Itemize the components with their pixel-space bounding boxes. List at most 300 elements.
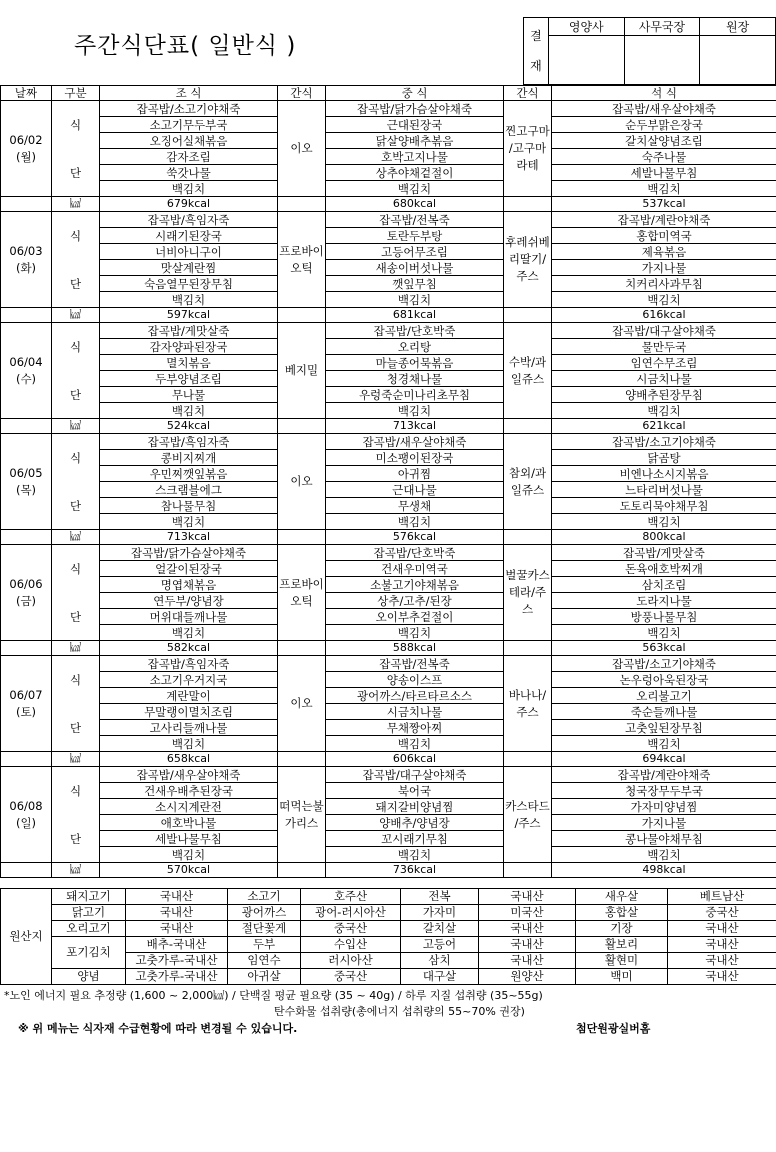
origin-country: 국내산 [479, 921, 576, 937]
snack-kcal-empty [504, 752, 552, 767]
lunch-item: 양배추/양념장 [326, 815, 504, 831]
dinner-item: 죽순들깨나물 [552, 704, 776, 720]
dinner-item: 치커리사과무침 [552, 276, 776, 292]
dinner-kcal: 800kcal [552, 530, 776, 545]
dinner-kcal: 498kcal [552, 863, 776, 878]
dinner-item: 홍합미역국 [552, 228, 776, 244]
category-label-top: 식 [52, 672, 100, 688]
category-cell [52, 244, 100, 260]
origin-item: 아귀살 [228, 969, 301, 985]
date-text: 06/02 [9, 132, 43, 147]
breakfast-item: 소고기우거지국 [100, 672, 278, 688]
lunch-item: 백김치 [326, 181, 504, 197]
category-cell [52, 292, 100, 308]
header-date: 날짜 [1, 86, 52, 101]
category-cell [52, 625, 100, 641]
approval-sign-box [700, 36, 776, 85]
lunch-item: 토란두부탕 [326, 228, 504, 244]
breakfast-item: 백김치 [100, 736, 278, 752]
breakfast-kcal: 597kcal [100, 308, 278, 323]
dinner-item: 돈육애호박찌개 [552, 561, 776, 577]
snack-cell: 이오 [278, 101, 326, 197]
approval-sign-box [624, 36, 700, 85]
dinner-item: 도라지나물 [552, 593, 776, 609]
breakfast-item: 무말랭이멸치조림 [100, 704, 278, 720]
origin-row [1, 937, 776, 953]
dinner-item: 잡곡밥/계란야채죽 [552, 767, 776, 783]
origin-country: 배추-국내산 [126, 937, 228, 953]
snack-cell: 이오 [278, 656, 326, 752]
menu-row [1, 720, 776, 736]
snack-kcal-empty [504, 863, 552, 878]
weekday-text: (화) [15, 260, 37, 275]
breakfast-item: 잡곡밥/닭가슴살야채죽 [100, 545, 278, 561]
snack2-cell: 카스타드 /주스 [504, 767, 552, 863]
origin-country: 국내산 [668, 921, 776, 937]
origin-item: 오리고기 [52, 921, 126, 937]
approval-sign-box [548, 36, 624, 85]
origin-country: 국내산 [126, 921, 228, 937]
breakfast-item: 멸치볶음 [100, 355, 278, 371]
origin-item: 닭고기 [52, 905, 126, 921]
dinner-item: 오리불고기 [552, 688, 776, 704]
category-cell [52, 466, 100, 482]
kcal-label: ㎉ [52, 752, 100, 767]
lunch-kcal: 713kcal [326, 419, 504, 434]
snack-kcal-empty [278, 752, 326, 767]
breakfast-item: 감자양파된장국 [100, 339, 278, 355]
origin-row [1, 969, 776, 985]
category-cell [52, 847, 100, 863]
menu-row [1, 656, 776, 672]
weekday-text: (일) [15, 815, 37, 830]
origin-item: 임연수 [228, 953, 301, 969]
origin-country: 수입산 [301, 937, 401, 953]
menu-row [1, 387, 776, 403]
origin-row [1, 921, 776, 937]
organization-name: 첨단원광실버홈 [576, 1022, 651, 1035]
origin-item: 갈치살 [401, 921, 479, 937]
category-label-top: 식 [52, 339, 100, 355]
origin-country: 국내산 [479, 953, 576, 969]
snack2-cell: 찐고구마 /고구마 라테 [504, 101, 552, 197]
menu-row [1, 165, 776, 181]
snack-kcal-empty [504, 530, 552, 545]
category-label-bottom: 단 [52, 165, 100, 181]
origin-item: 새우살 [576, 889, 668, 905]
origin-country: 국내산 [479, 937, 576, 953]
menu-row [1, 688, 776, 704]
snack2-cell: 바나나/ 주스 [504, 656, 552, 752]
menu-row [1, 434, 776, 450]
breakfast-item: 두부양념조림 [100, 371, 278, 387]
dinner-item: 도토리묵야채무침 [552, 498, 776, 514]
snack2-cell: 참외/과 일쥬스 [504, 434, 552, 530]
origin-item: 절단꽃게 [228, 921, 301, 937]
lunch-item: 잡곡밥/단호박죽 [326, 545, 504, 561]
menu-row [1, 133, 776, 149]
lunch-item: 백김치 [326, 625, 504, 641]
menu-row [1, 355, 776, 371]
category-cell [52, 403, 100, 419]
lunch-item: 백김치 [326, 403, 504, 419]
category-label-bottom: 단 [52, 831, 100, 847]
category-cell [52, 355, 100, 371]
category-cell [52, 688, 100, 704]
origin-row [1, 889, 776, 905]
breakfast-item: 얼갈이된장국 [100, 561, 278, 577]
dinner-item: 잡곡밥/대구살야채죽 [552, 323, 776, 339]
date-cell [1, 101, 52, 197]
kcal-label: ㎉ [52, 863, 100, 878]
kcal-row [1, 752, 776, 767]
breakfast-item: 세발나물무침 [100, 831, 278, 847]
menu-row [1, 847, 776, 863]
lunch-kcal: 576kcal [326, 530, 504, 545]
menu-row [1, 466, 776, 482]
menu-row [1, 593, 776, 609]
date-cell-empty [1, 752, 52, 767]
breakfast-item: 감자조림 [100, 149, 278, 165]
origin-item: 소고기 [228, 889, 301, 905]
menu-table [0, 85, 776, 878]
breakfast-item: 소고기무두부국 [100, 117, 278, 133]
breakfast-item: 잡곡밥/흑임자죽 [100, 434, 278, 450]
origin-item: 가자미 [401, 905, 479, 921]
breakfast-item: 백김치 [100, 625, 278, 641]
breakfast-item: 머위대들깨나물 [100, 609, 278, 625]
snack-cell: 이오 [278, 434, 326, 530]
weekday-text: (금) [15, 593, 37, 608]
date-cell [1, 212, 52, 308]
date-cell-empty [1, 863, 52, 878]
weekday-text: (수) [15, 371, 37, 386]
category-label-top: 식 [52, 117, 100, 133]
lunch-kcal: 606kcal [326, 752, 504, 767]
dinner-item: 제육볶음 [552, 244, 776, 260]
kcal-row [1, 863, 776, 878]
lunch-item: 북어국 [326, 783, 504, 799]
lunch-kcal: 588kcal [326, 641, 504, 656]
dinner-kcal: 537kcal [552, 197, 776, 212]
origin-item: 기장 [576, 921, 668, 937]
lunch-item: 아귀찜 [326, 466, 504, 482]
origin-country: 베트남산 [668, 889, 776, 905]
category-cell [52, 482, 100, 498]
origin-item: 활보리 [576, 937, 668, 953]
date-cell [1, 545, 52, 641]
dinner-item: 백김치 [552, 625, 776, 641]
menu-row [1, 545, 776, 561]
breakfast-item: 너비아니구이 [100, 244, 278, 260]
lunch-item: 잡곡밥/대구살야채죽 [326, 767, 504, 783]
origin-country: 국내산 [668, 969, 776, 985]
snack2-cell: 벌꿀카스 테라/주 스 [504, 545, 552, 641]
category-cell [52, 704, 100, 720]
category-label-bottom: 단 [52, 720, 100, 736]
snack-kcal-empty [278, 530, 326, 545]
origin-country: 미국산 [479, 905, 576, 921]
carb-note: 탄수화물 섭취량(총에너지 섭취량의 55~70% 권장) [274, 1005, 525, 1018]
approval-box [523, 17, 776, 85]
lunch-item: 백김치 [326, 514, 504, 530]
menu-row [1, 783, 776, 799]
lunch-item: 우렁죽순미나리초무침 [326, 387, 504, 403]
menu-row [1, 609, 776, 625]
dinner-item: 방풍나물무침 [552, 609, 776, 625]
category-label-bottom: 단 [52, 498, 100, 514]
approval-label [524, 18, 549, 85]
dinner-item: 백김치 [552, 403, 776, 419]
breakfast-kcal: 679kcal [100, 197, 278, 212]
menu-row [1, 117, 776, 133]
origin-item: 대구살 [401, 969, 479, 985]
kcal-row [1, 197, 776, 212]
origin-item: 삼치 [401, 953, 479, 969]
category-label-top: 식 [52, 228, 100, 244]
breakfast-item: 건새우배추된장국 [100, 783, 278, 799]
origin-country: 고춧가루-국내산 [126, 953, 228, 969]
lunch-kcal: 736kcal [326, 863, 504, 878]
date-cell-empty [1, 308, 52, 323]
category-cell [52, 799, 100, 815]
date-text: 06/08 [9, 798, 43, 813]
lunch-item: 미소팽이된장국 [326, 450, 504, 466]
origin-item: 백미 [576, 969, 668, 985]
dinner-item: 숙주나물 [552, 149, 776, 165]
lunch-kcal: 681kcal [326, 308, 504, 323]
breakfast-item: 잡곡밥/새우살야채죽 [100, 767, 278, 783]
lunch-kcal: 680kcal [326, 197, 504, 212]
snack2-cell: 수박/과 일쥬스 [504, 323, 552, 419]
menu-row [1, 260, 776, 276]
breakfast-kcal: 582kcal [100, 641, 278, 656]
lunch-item: 닭살양배추볶음 [326, 133, 504, 149]
lunch-item: 돼지갈비양념찜 [326, 799, 504, 815]
dinner-item: 잡곡밥/계란야채죽 [552, 212, 776, 228]
breakfast-kcal: 658kcal [100, 752, 278, 767]
origin-country: 고춧가루-국내산 [126, 969, 228, 985]
category-cell [52, 514, 100, 530]
dinner-item: 잡곡밥/소고기야채죽 [552, 656, 776, 672]
menu-row [1, 672, 776, 688]
weekday-text: (목) [15, 482, 37, 497]
lunch-item: 잡곡밥/전복죽 [326, 212, 504, 228]
breakfast-item: 스크램블에그 [100, 482, 278, 498]
dinner-item: 물만두국 [552, 339, 776, 355]
date-cell [1, 434, 52, 530]
dinner-kcal: 563kcal [552, 641, 776, 656]
breakfast-item: 고사리들깨나물 [100, 720, 278, 736]
breakfast-item: 오징어실채볶음 [100, 133, 278, 149]
dinner-item: 잡곡밥/소고기야채죽 [552, 434, 776, 450]
lunch-item: 잡곡밥/전복죽 [326, 656, 504, 672]
snack-kcal-empty [504, 419, 552, 434]
dinner-item: 닭곰탕 [552, 450, 776, 466]
origin-item: 포기김치 [52, 937, 126, 969]
header-lunch: 중 식 [326, 86, 504, 101]
breakfast-item: 명엽채볶음 [100, 577, 278, 593]
lunch-item: 깻잎무침 [326, 276, 504, 292]
category-cell [52, 260, 100, 276]
origin-country: 국내산 [126, 889, 228, 905]
category-cell [52, 656, 100, 672]
origin-item: 양념 [52, 969, 126, 985]
approval-role: 영양사 [548, 18, 624, 36]
menu-row [1, 498, 776, 514]
breakfast-item: 우민찌깻잎볶음 [100, 466, 278, 482]
menu-row [1, 561, 776, 577]
page-title: 주간식단표( 일반식 ) [74, 33, 297, 59]
menu-row [1, 339, 776, 355]
lunch-item: 양송이스프 [326, 672, 504, 688]
lunch-item: 청경채나물 [326, 371, 504, 387]
date-text: 06/04 [9, 354, 43, 369]
origin-country: 원양산 [479, 969, 576, 985]
origin-table [0, 888, 776, 985]
menu-row [1, 767, 776, 783]
category-cell [52, 323, 100, 339]
menu-row [1, 371, 776, 387]
origin-country: 중국산 [301, 969, 401, 985]
lunch-item: 고등어무조림 [326, 244, 504, 260]
change-notice: ※ 위 메뉴는 식자재 수급현황에 따라 변경될 수 있습니다. [18, 1022, 298, 1035]
category-cell [52, 767, 100, 783]
menu-row [1, 228, 776, 244]
menu-header-row [1, 86, 776, 101]
dinner-item: 가지나물 [552, 815, 776, 831]
breakfast-item: 쑥갓나물 [100, 165, 278, 181]
date-cell-empty [1, 641, 52, 656]
dinner-item: 임연수무조림 [552, 355, 776, 371]
kcal-row [1, 641, 776, 656]
approval-label-2: 재 [530, 59, 542, 73]
snack-kcal-empty [504, 197, 552, 212]
lunch-item: 무채짱아찌 [326, 720, 504, 736]
breakfast-item: 백김치 [100, 847, 278, 863]
header-breakfast: 조 식 [100, 86, 278, 101]
origin-country: 국내산 [126, 905, 228, 921]
breakfast-item: 백김치 [100, 514, 278, 530]
lunch-item: 무생채 [326, 498, 504, 514]
category-label-top: 식 [52, 561, 100, 577]
category-cell [52, 736, 100, 752]
menu-row [1, 149, 776, 165]
breakfast-kcal: 524kcal [100, 419, 278, 434]
header-snack: 간식 [278, 86, 326, 101]
category-label-bottom: 단 [52, 609, 100, 625]
snack-kcal-empty [504, 641, 552, 656]
category-cell [52, 577, 100, 593]
category-cell [52, 371, 100, 387]
origin-item: 두부 [228, 937, 301, 953]
menu-row [1, 736, 776, 752]
dinner-item: 고춧잎된장무침 [552, 720, 776, 736]
snack-kcal-empty [278, 197, 326, 212]
breakfast-kcal: 570kcal [100, 863, 278, 878]
breakfast-item: 잡곡밥/흑임자죽 [100, 656, 278, 672]
menu-row [1, 450, 776, 466]
menu-row [1, 212, 776, 228]
lunch-item: 잡곡밥/닭가슴살야채죽 [326, 101, 504, 117]
menu-row [1, 799, 776, 815]
kcal-row [1, 419, 776, 434]
breakfast-item: 잡곡밥/소고기야채죽 [100, 101, 278, 117]
dinner-item: 비엔나소시지볶음 [552, 466, 776, 482]
date-cell [1, 767, 52, 863]
header-snack: 간식 [504, 86, 552, 101]
category-cell [52, 815, 100, 831]
menu-row [1, 625, 776, 641]
breakfast-item: 잡곡밥/게맛살죽 [100, 323, 278, 339]
dinner-item: 백김치 [552, 514, 776, 530]
category-label-top: 식 [52, 783, 100, 799]
weekday-text: (토) [15, 704, 37, 719]
menu-row [1, 323, 776, 339]
date-text: 06/05 [9, 465, 43, 480]
origin-country: 호주산 [301, 889, 401, 905]
menu-row [1, 704, 776, 720]
lunch-item: 새송이버섯나물 [326, 260, 504, 276]
menu-row [1, 276, 776, 292]
lunch-item: 근대된장국 [326, 117, 504, 133]
origin-country: 국내산 [479, 889, 576, 905]
snack-kcal-empty [504, 308, 552, 323]
kcal-label: ㎉ [52, 308, 100, 323]
kcal-row [1, 308, 776, 323]
category-label-top: 식 [52, 450, 100, 466]
kcal-label: ㎉ [52, 641, 100, 656]
lunch-item: 근대나물 [326, 482, 504, 498]
approval-role: 원장 [700, 18, 776, 36]
breakfast-item: 잡곡밥/흑임자죽 [100, 212, 278, 228]
dinner-item: 가지나물 [552, 260, 776, 276]
snack-kcal-empty [278, 419, 326, 434]
origin-item: 고등어 [401, 937, 479, 953]
lunch-item: 잡곡밥/단호박죽 [326, 323, 504, 339]
origin-country: 국내산 [668, 937, 776, 953]
date-text: 06/07 [9, 687, 43, 702]
breakfast-item: 백김치 [100, 292, 278, 308]
category-cell [52, 434, 100, 450]
lunch-item: 백김치 [326, 847, 504, 863]
dinner-kcal: 616kcal [552, 308, 776, 323]
dinner-item: 잡곡밥/새우살야채죽 [552, 101, 776, 117]
dinner-item: 갈치살양념조림 [552, 133, 776, 149]
category-label-bottom: 단 [52, 276, 100, 292]
dinner-item: 가자미양념찜 [552, 799, 776, 815]
dinner-item: 시금치나물 [552, 371, 776, 387]
category-cell [52, 545, 100, 561]
breakfast-item: 시래기된장국 [100, 228, 278, 244]
breakfast-item: 백김치 [100, 181, 278, 197]
category-label-bottom: 단 [52, 387, 100, 403]
kcal-row [1, 530, 776, 545]
snack-cell: 프로바이 오틱 [278, 545, 326, 641]
origin-row [1, 905, 776, 921]
date-text: 06/03 [9, 243, 43, 258]
dinner-item: 콩나물야채무침 [552, 831, 776, 847]
snack-cell: 떠먹는불 가리스 [278, 767, 326, 863]
menu-row [1, 514, 776, 530]
breakfast-item: 참나물무침 [100, 498, 278, 514]
dinner-item: 백김치 [552, 736, 776, 752]
menu-row [1, 101, 776, 117]
dinner-item: 잡곡밥/게맛살죽 [552, 545, 776, 561]
date-cell-empty [1, 419, 52, 434]
date-cell-empty [1, 197, 52, 212]
menu-row [1, 292, 776, 308]
